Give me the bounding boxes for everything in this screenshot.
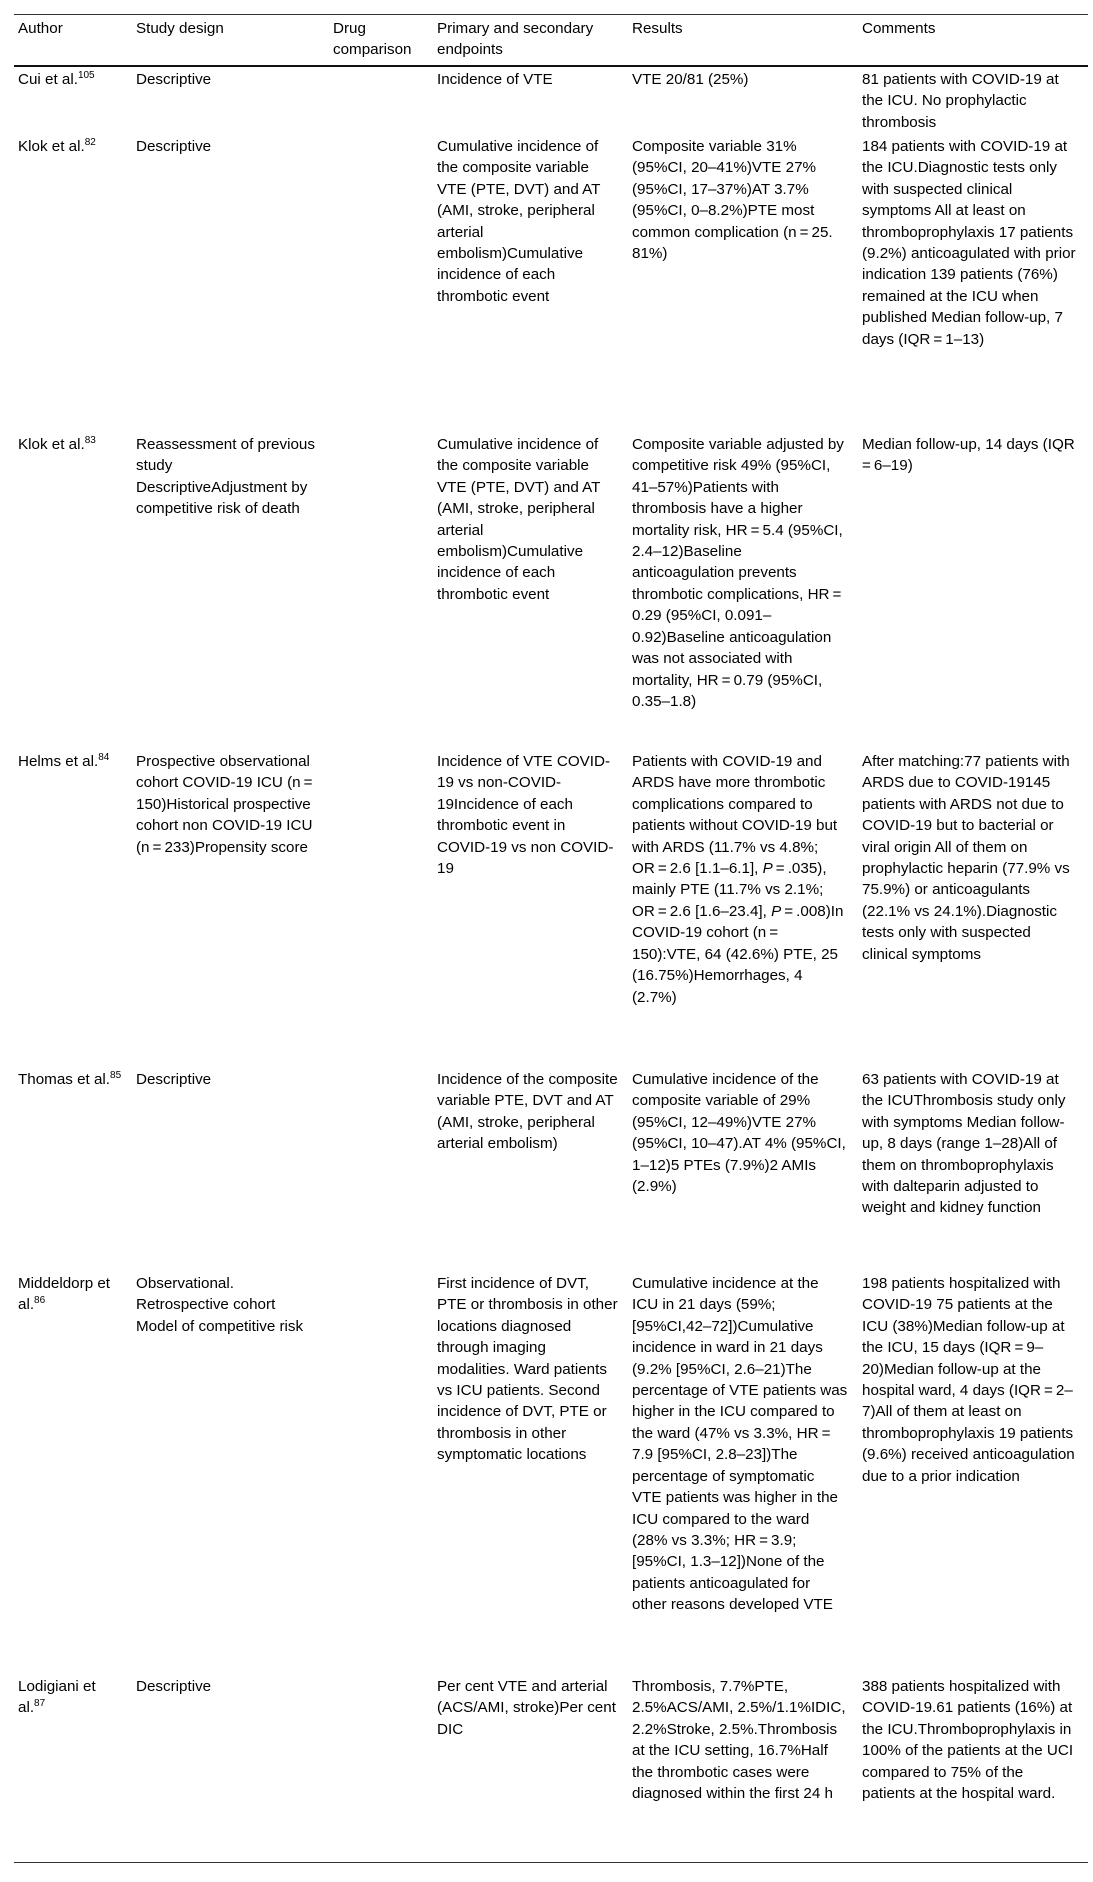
endpoints-cell: Cumulative incidence of the composite variable VTE (PTE, DVT) and AT (AMI, stroke, peripheral arterial embolism)Cumulative incidence of each thrombotic event xyxy=(437,436,601,603)
results-cell: Composite variable adjusted by competitive risk 49% (95%CI, 41–57%)Patients with thrombosis have a higher mortality risk, HR = 5.4 (95%CI, 2.4–12)Baseline anticoagulation prevents thrombotic complications, HR = 0.29 (95%CI, 0.091–0.92)Baseline anticoagulation was not associated with mortality, HR = 0.79 (95%CI, 0.35–1.8) xyxy=(632,436,845,710)
comments-cell: 63 patients with COVID-19 at the ICUThrombosis study only with symptoms Median follow-up, 8 days (range 1–28)All of them on thromboprophylaxis with dalteparin adjusted to weight and kidney function xyxy=(862,1071,1066,1217)
reference-number: 83 xyxy=(84,435,96,447)
author-cell xyxy=(14,1067,132,1271)
author-name: Thomas et al. xyxy=(18,1071,111,1089)
reference-number: 84 xyxy=(98,752,110,764)
drug-comparison-cell xyxy=(329,749,433,1067)
author-name: Klok et al. xyxy=(18,138,85,156)
comments-cell: 81 patients with COVID-19 at the ICU. No prophylactic thrombosis xyxy=(862,70,1059,131)
p-value-symbol: P xyxy=(771,902,782,920)
drug-comparison-cell xyxy=(329,432,433,749)
study-design-cell: Descriptive xyxy=(136,70,212,88)
header-row xyxy=(14,15,1088,66)
drug-comparison-cell xyxy=(329,1271,433,1674)
results-cell: Thrombosis, 7.7%PTE, 2.5%ACS/AMI, 2.5%/1.1%IDIC, 2.2%Stroke, 2.5%.Thrombosis at the ICU setting, 16.7%Half the thrombotic cases were diagnosed within the first 24 h xyxy=(628,1674,858,1862)
comments-cell: After matching:77 patients with ARDS due to COVID-19145 patients with ARDS not due to COVID-19 but to bacterial or viral origin All of them on prophylactic heparin (77.9% vs 75.9%) or anticoagulants (22.1% vs 24.1%).Diagnostic tests only with suspected clinical symptoms xyxy=(862,753,1070,963)
author-name: Klok et al. xyxy=(18,436,85,454)
author-name: Lodigiani et al. xyxy=(18,1678,96,1717)
study-table xyxy=(14,14,1088,1863)
header-study-design: Study design xyxy=(132,15,329,66)
results-cell: VTE 20/81 (25%) xyxy=(632,70,749,88)
author-name: Middeldorp et al. xyxy=(18,1275,111,1314)
author-cell xyxy=(14,1271,132,1674)
drug-comparison-cell xyxy=(329,1674,433,1862)
results-cell: Cumulative incidence at the ICU in 21 days (59%; [95%CI,42–72])Cumulative incidence in ward in 21 days (9.2% [95%CI, 2.6–21)The percentage of VTE patients was higher in the ICU compared to the ward (47% vs 3.3%, HR = 7.9 [95%CI, 2.8–23])The percentage of symptomatic VTE patients was higher in the ICU compared to the ward (28% vs 3.3%; HR = 3.9; [95%CI, 1.3–12])None of the patients anticoagulated for other reasons developed VTE xyxy=(632,1275,848,1614)
results-cell: Composite variable 31% (95%CI, 20–41%)VTE 27% (95%CI, 17–37%)AT 3.7% (95%CI, 0–8.2%)PTE most common complication (n = 25. 81%) xyxy=(632,138,833,263)
header-drug-comparison: Drug comparison xyxy=(329,15,433,66)
results-cell: Cumulative incidence of the composite variable of 29% (95%CI, 12–49%)VTE 27% (95%CI, 10–47).AT 4% (95%CI, 1–12)5 PTEs (7.9%)2 AMIs (2.9%) xyxy=(632,1071,846,1196)
table-row xyxy=(14,1067,1088,1271)
author-name: Cui et al. xyxy=(18,70,78,88)
drug-comparison-cell xyxy=(329,1067,433,1271)
endpoints-cell: Incidence of the composite variable PTE, DVT and AT (AMI, stroke, peripheral arterial embolism) xyxy=(437,1071,618,1153)
comments-cell: 198 patients hospitalized with COVID-19 75 patients at the ICU (38%)Median follow-up at the ICU, 15 days (IQR = 9–20)Median follow-up at the hospital ward, 4 days (IQR = 2–7)All of them at least on thromboprophylaxis 19 patients (9.6%) received anticoagulation due to a prior indication xyxy=(862,1275,1075,1485)
reference-number: 86 xyxy=(34,1295,46,1307)
study-design-cell: Descriptive xyxy=(136,138,212,156)
endpoints-cell: Cumulative incidence of the composite variable VTE (PTE, DVT) and AT (AMI, stroke, peripheral arterial embolism)Cumulative incidence of each thrombotic event xyxy=(437,138,601,305)
drug-comparison-cell xyxy=(329,134,433,432)
author-cell xyxy=(14,749,132,1067)
table-row xyxy=(14,134,1088,432)
study-design-cell: Descriptive xyxy=(132,1674,329,1862)
study-design-cell: Reassessment of previous study DescriptiveAdjustment by competitive risk of death xyxy=(136,436,315,518)
reference-number: 85 xyxy=(110,1070,122,1082)
header-endpoints: Primary and secondary endpoints xyxy=(433,15,628,66)
reference-number: 82 xyxy=(84,137,96,149)
reference-number: 105 xyxy=(77,69,95,81)
author-cell xyxy=(14,134,132,432)
drug-comparison-cell xyxy=(329,66,433,134)
author-cell xyxy=(14,66,132,134)
author-name: Helms et al. xyxy=(18,753,99,771)
header-results: Results xyxy=(628,15,858,66)
table-row xyxy=(14,749,1088,1067)
comments-cell: 388 patients hospitalized with COVID-19.61 patients (16%) at the ICU.Thromboprophylaxis in 100% of the patients at the UCI compared to 75% of the patients at the hospital ward. xyxy=(858,1674,1088,1862)
study-design-cell: Prospective observational cohort COVID-19 ICU (n = 150)Historical prospective cohort non COVID-19 ICU (n = 233)Propensity score xyxy=(136,753,316,856)
header-comments: Comments xyxy=(858,15,1088,66)
study-design-cell: Observational. Retrospective cohort Model of competitive risk xyxy=(136,1275,304,1335)
reference-number: 87 xyxy=(34,1698,46,1710)
table-row xyxy=(14,432,1088,749)
author-cell xyxy=(14,432,132,749)
header-author: Author xyxy=(14,15,132,66)
endpoints-cell: Incidence of VTE xyxy=(437,70,553,88)
comments-cell: 184 patients with COVID-19 at the ICU.Diagnostic tests only with suspected clinical symptoms All at least on thromboprophylaxis 17 patients (9.2%) anticoagulated with prior indication 139 patients (76%) remained at the ICU when published Median follow-up, 7 days (IQR = 1–13) xyxy=(862,138,1076,348)
table-row xyxy=(14,1271,1088,1674)
p-value-symbol: P xyxy=(762,860,773,878)
endpoints-cell: Per cent VTE and arterial (ACS/AMI, stroke)Per cent DIC xyxy=(433,1674,628,1862)
table-row xyxy=(14,1674,1088,1862)
endpoints-cell: Incidence of VTE COVID-19 vs non-COVID-19Incidence of each thrombotic event in COVID-19 vs non COVID-19 xyxy=(437,753,614,878)
comments-cell: Median follow-up, 14 days (IQR = 6–19) xyxy=(862,436,1078,475)
study-design-cell: Descriptive xyxy=(136,1071,212,1089)
table-row xyxy=(14,66,1088,134)
results-cell: Patients with COVID-19 and ARDS have more thrombotic complications compared to patients without COVID-19 but with ARDS (11.7% vs 4.8%; OR = 2.6 [1.1–6.1], P = .035), mainly PTE (11.7% vs 2.1%; OR = 2.6 [1.6–23.4], P = .008)In COVID-19 cohort (n = 150):VTE, 64 (42.6%) PTE, 25 (16.75%)Hemorrhages, 4 (2.7%) xyxy=(632,753,844,1006)
author-cell xyxy=(14,1674,132,1862)
endpoints-cell: First incidence of DVT, PTE or thrombosis in other locations diagnosed through imaging modalities. Ward patients vs ICU patients. Second incidence of DVT, PTE or thrombosis in other symptomatic locations xyxy=(437,1275,618,1464)
